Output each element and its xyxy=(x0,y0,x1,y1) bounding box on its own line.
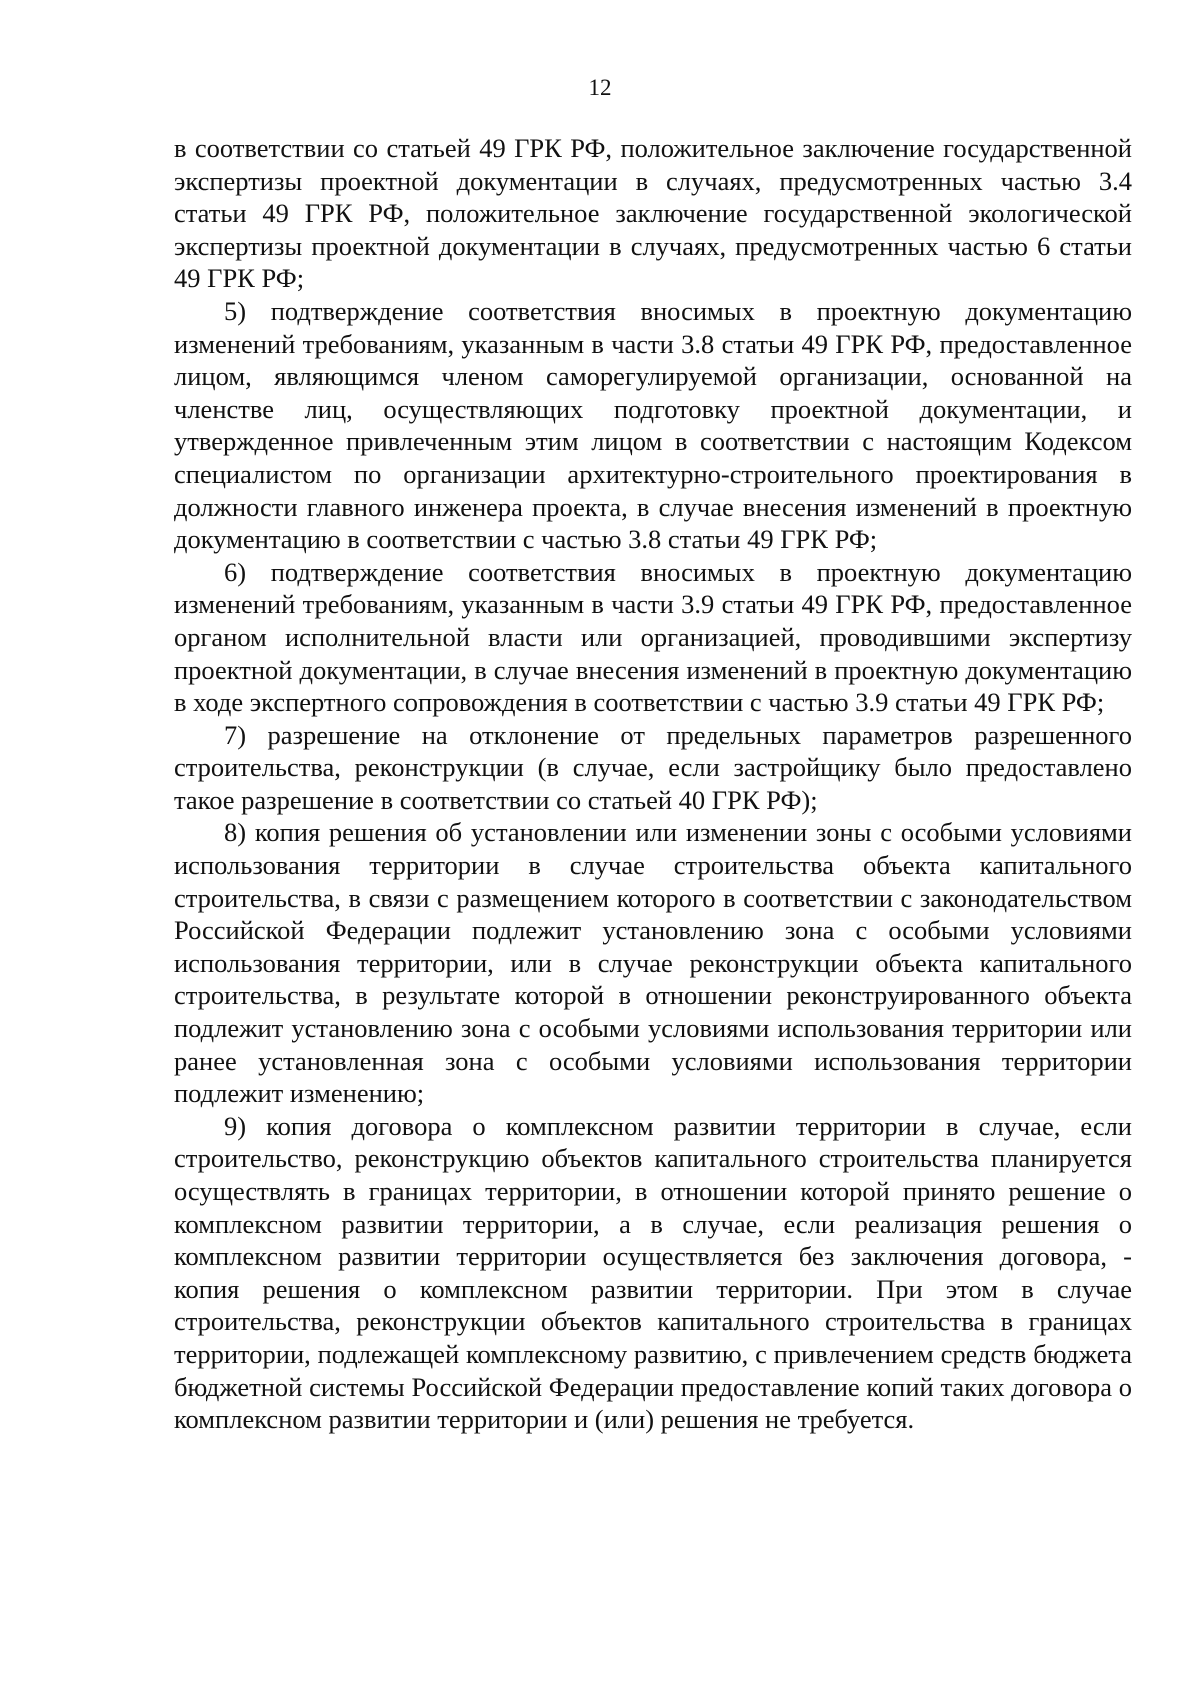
document-body xyxy=(174,132,1132,1436)
paragraph-item-6: 6) подтверждение соответствия вносимых в проектную документацию изменений требованиям, указанным в части 3.9 статьи 49 ГРК РФ, предоставленное органом исполнительной власти или организацией, проводившими экспертизу проектной документации, в случае внесения изменений в проектную документацию в ходе экспертного сопровождения в соответствии с частью 3.9 статьи 49 ГРК РФ; xyxy=(174,556,1132,718)
paragraph-item-9: 9) копия договора о комплексном развитии территории в случае, если строительство, реконструкцию объектов капитального строительства планируется осуществлять в границах территории, в отношении которой принято решение о комплексном развитии территории, а в случае, если реализация решения о комплексном развитии территории осуществляется без заключения договора, - копия решения о комплексном развитии территории. При этом в случае строительства, реконструкции объектов капитального строительства в границах территории, подлежащей комплексному развитию, с привлечением средств бюджета бюджетной системы Российской Федерации предоставление копий таких договора о комплексном развитии территории и (или) решения не требуется. xyxy=(174,1110,1132,1435)
paragraph-item-5: 5) подтверждение соответствия вносимых в проектную документацию изменений требованиям, указанным в части 3.8 статьи 49 ГРК РФ, предоставленное лицом, являющимся членом саморегулируемой организации, основанной на членстве лиц, осуществляющих подготовку проектной документации, и утвержденное привлеченным этим лицом в соответствии с настоящим Кодексом специалистом по организации архитектурно-строительного проектирования в должности главного инженера проекта, в случае внесения изменений в проектную документацию в соответствии с частью 3.8 статьи 49 ГРК РФ; xyxy=(174,295,1132,555)
paragraph-item-7: 7) разрешение на отклонение от предельных параметров разрешенного строительства, реконструкции (в случае, если застройщику было предоставлено такое разрешение в соответствии со статьей 40 ГРК РФ); xyxy=(174,719,1132,815)
paragraph-item-8: 8) копия решения об установлении или изменении зоны с особыми условиями использования территории в случае строительства объекта капитального строительства, в связи с размещением которого в соответствии с законодательством Российской Федерации подлежит установлению зона с особыми условиями использования территории, или в случае реконструкции объекта капитального строительства, в результате которой в отношении реконструированного объекта подлежит установлению зона с особыми условиями использования территории или ранее установленная зона с особыми условиями использования территории подлежит изменению; xyxy=(174,817,1132,1109)
paragraph-continuation: в соответствии со статьей 49 ГРК РФ, положительное заключение государственной экспертизы проектной документации в случаях, предусмотренных частью 3.4 статьи 49 ГРК РФ, положительное заключение государственной экологической экспертизы проектной документации в случаях, предусмотренных частью 6 статьи 49 ГРК РФ; xyxy=(174,133,1132,294)
page-number: 12 xyxy=(588,75,612,100)
